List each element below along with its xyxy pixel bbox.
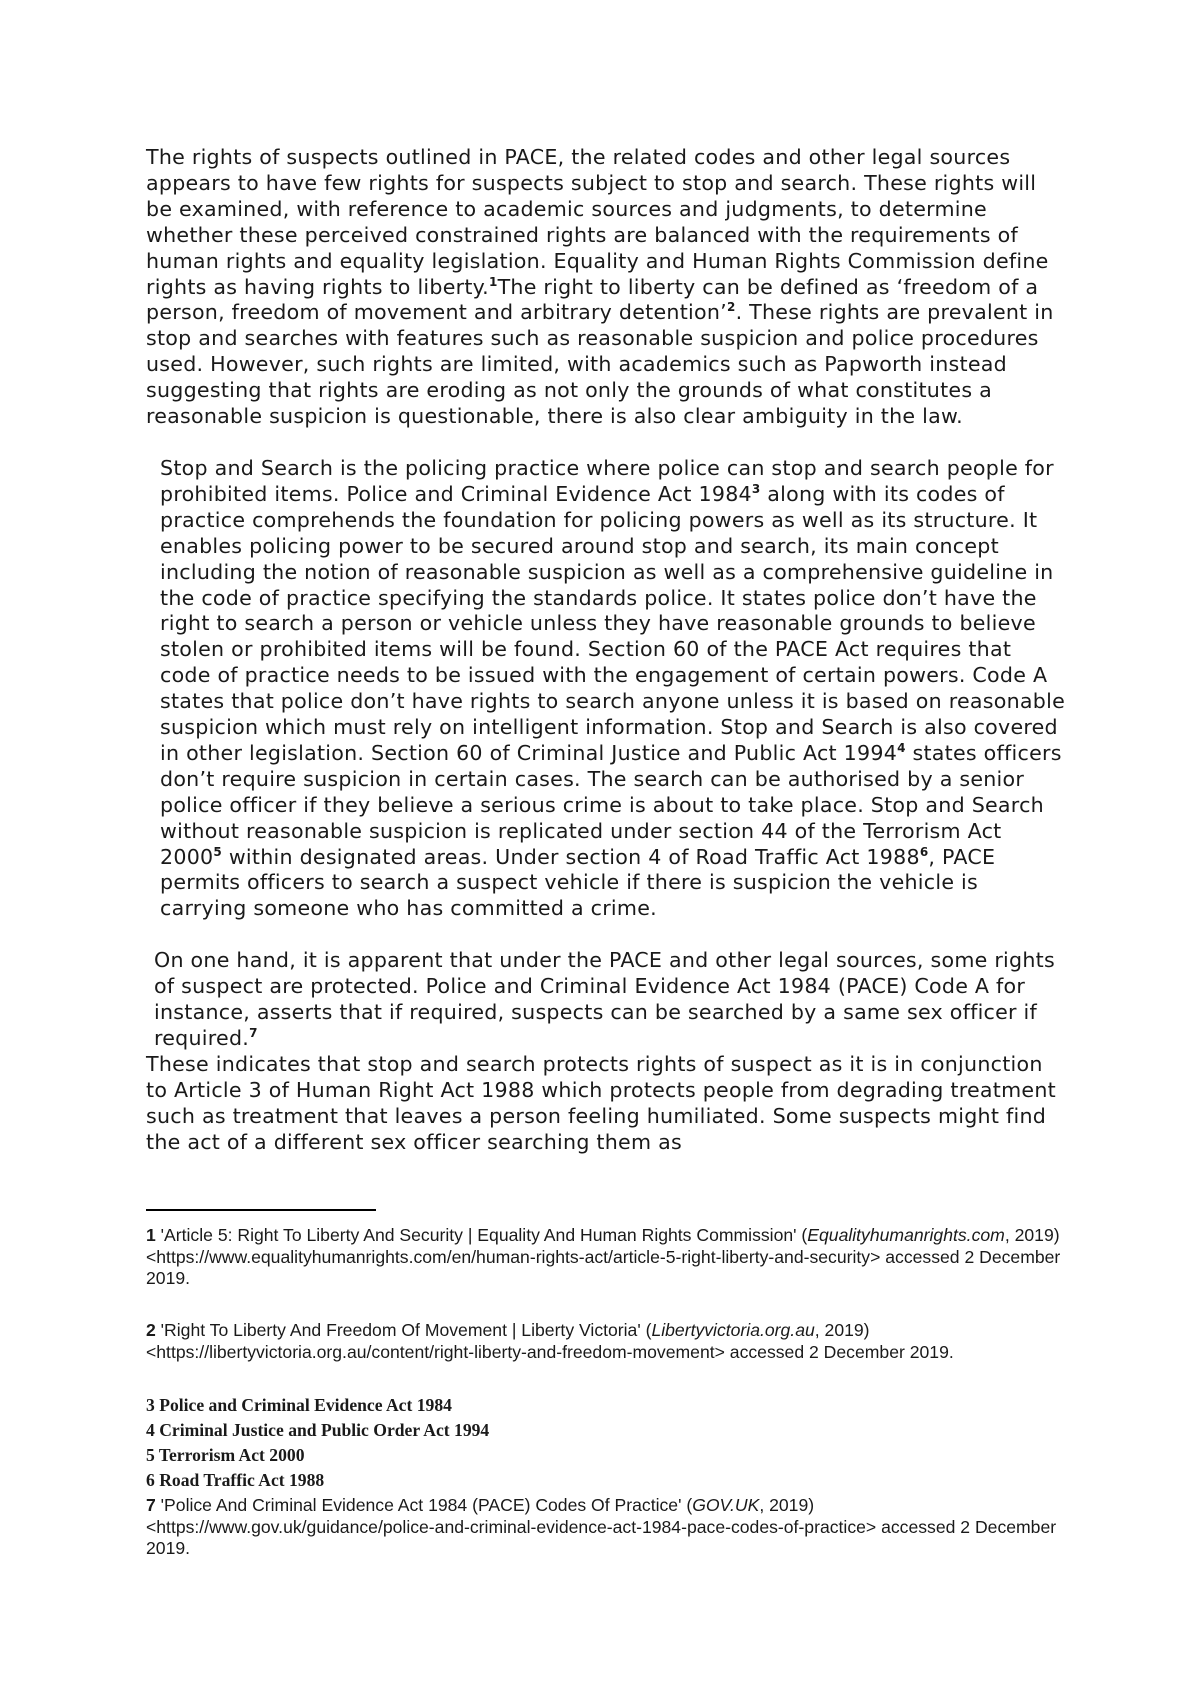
footnote-2: 2 'Right To Liberty And Freedom Of Movement | Liberty Victoria' (Libertyvictoria.org.au, 2019) <https://libertyvictoria.org.au/content/right-liberty-and-freedom-movement> accessed 2 December 2019.: [146, 1320, 954, 1362]
footnote-ref-7: 7: [249, 1026, 258, 1040]
footnote-3: 3 Police and Criminal Evidence Act 1984: [146, 1395, 452, 1415]
paragraph-1: The rights of suspects outlined in PACE, the related codes and other legal sources appears to have few rights for suspects subject to stop and search. These rights will be examined, with reference to academic sources and judgments, to determine whether these perceived constrained rights are balanced with the requirements of human rights and equality legislation. Equality and Human Rights Commission define rights as having rights to liberty.$^1$The right to liberty can be defined as ‘freedom of a person, freedom of movement and arbitrary detention’$^2$. These rights are prevalent in stop and searches with features such as reasonable suspicion and police procedures used. However, such rights are limited, with academics such as Papworth instead suggesting that rights are eroding as not only the grounds of what constitutes a reasonable suspicion is questionable, there is also clear ambiguity in the law.: [146, 145, 1054, 429]
footnote-1: 1 'Article 5: Right To Liberty And Security | Equality And Human Rights Commission' (Equalityhumanrights.com, 2019) <https://www.equalityhumanrights.com/en/human-rights-act/article-5-right-liberty-and-security> accessed 2 December 2019.: [146, 1225, 1061, 1288]
paragraph-3: On one hand, it is apparent that under the PACE and other legal sources, some rights of suspect are protected. Police and Criminal Evidence Act 1984 (PACE) Code A for instance, asserts that if required, suspects can be searched by a same sex officer if required.$^7$: [154, 948, 1055, 1050]
footnote-6: 6 Road Traffic Act 1988: [146, 1470, 325, 1490]
footnote-7: 7 'Police And Criminal Evidence Act 1984 (PACE) Codes Of Practice' (GOV.UK, 2019) <https://www.gov.uk/guidance/police-and-criminal-evidence-act-1984-pace-codes-of-practice> accessed 2 December 2019.: [146, 1495, 1057, 1558]
document-body: [146, 145, 1066, 1156]
footnote-ref-2: 2: [726, 300, 736, 315]
footnote-ref-1: 1: [488, 274, 498, 289]
paragraph-4: These indicates that stop and search protects rights of suspect as it is in conjunction to Article 3 of Human Right Act 1988 which protects people from degrading treatment such as treatment that leaves a person feeling humiliated. Some suspects might find the act of a different sex officer searching them as: [146, 1051, 1056, 1154]
paragraph-2: Stop and Search is the policing practice where police can stop and search people for prohibited items. Police and Criminal Evidence Act 1984$^3$ along with its codes of practice comprehends the foundation for policing powers as well as its structure. It enables policing power to be secured around stop and search, its main concept including the notion of reasonable suspicion as well as a comprehensive guideline in the code of practice specifying the standards police. It states police don’t have the right to search a person or vehicle unless they have reasonable grounds to believe stolen or prohibited items will be found. Section 60 of the PACE Act requires that code of practice needs to be issued with the engagement of certain powers. Code A states that police don’t have rights to search anyone unless it is based on reasonable suspicion which must rely on intelligent information. Stop and Search is also covered in other legislation. Section 60 of Criminal Justice and Public Act 1994$^4$ states officers don’t require suspicion in certain cases. The search can be authorised by a senior police officer if they believe a serious crime is about to take place. Stop and Search without reasonable suspicion is replicated under section 44 of the Terrorism Act 2000$^5$ within designated areas. Under section 4 of Road Traffic Act 1988$^6$, PACE permits officers to search a suspect vehicle if there is suspicion the vehicle is carrying someone who has committed a crime.: [160, 455, 1066, 921]
footnote-ref-4: 4: [897, 740, 906, 755]
footnote-4: 4 Criminal Justice and Public Order Act 1994: [146, 1420, 490, 1440]
footnote-ref-5: 5: [213, 844, 223, 859]
footnote-ref-6: 6: [919, 844, 929, 859]
footnote-ref-3: 3: [751, 481, 761, 496]
footnote-separator: [146, 1209, 376, 1211]
footnote-5: 5 Terrorism Act 2000: [146, 1445, 305, 1465]
